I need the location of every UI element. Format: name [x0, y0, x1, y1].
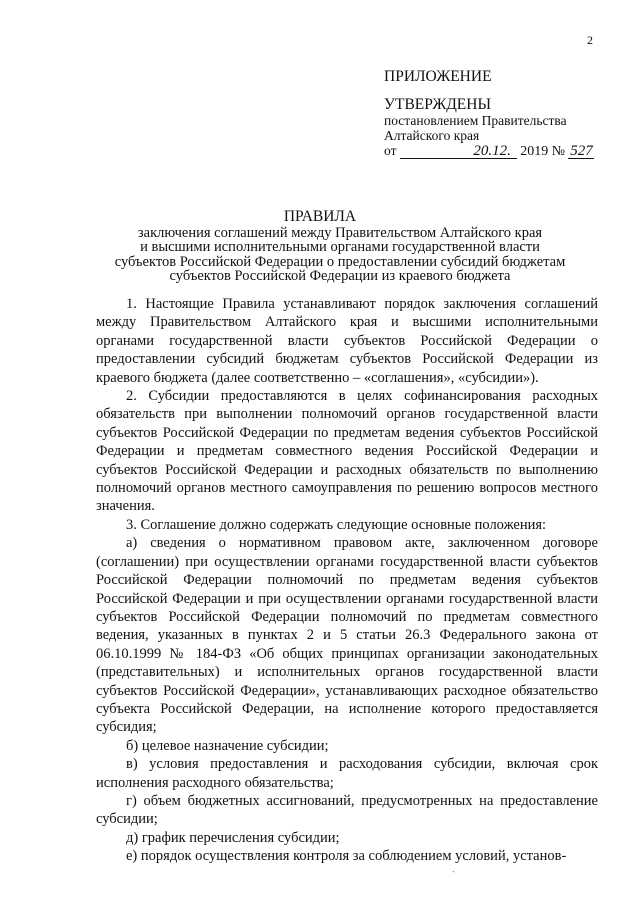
paragraph-1: 1. Настоящие Правила устанавливают порядок заключения соглашений между Правительством Алтайского края и высшими исполнительными органами государственной власти субъектов Российской Федерации о предоставлении субсидий бюджетам субъектов Российской Федерации из краевого бюджета (далее соответственно – «соглашения», «субсидии»). — [96, 296, 598, 386]
from-label: от — [384, 143, 397, 158]
clause-v: в) условия предоставления и расходования субсидии, включая срок исполнения расходного обязательства; — [96, 756, 598, 791]
paragraph-3: 3. Соглашение должно содержать следующие основные положения: — [126, 516, 547, 533]
stray-mark: ˏ — [452, 862, 456, 873]
subtitle-line: и высшими исполнительными органами государственной власти — [140, 239, 540, 256]
document-subtitle — [100, 226, 580, 284]
clause-g: г) объем бюджетных ассигнований, предусмотренных на предоставление субсидии; — [96, 792, 598, 828]
subtitle-line: субъектов Российской Федерации из краевого бюджета — [169, 268, 511, 285]
approval-date-line — [384, 143, 624, 159]
clause-d: д) график перечисления субсидии; — [126, 829, 340, 846]
document-body — [96, 295, 598, 866]
approval-number: 527 — [570, 143, 593, 159]
approval-year: 2019 № — [520, 144, 566, 159]
paragraph-2: 2. Субсидии предоставляются в целях софинансирования расходных обязательств при выполнении полномочий органов государственной власти субъектов Российской Федерации по предметам ведения субъектов Российской Федерации и предметам совместного ведения Российской Федерации и субъектов Российской Федерации и расходных обязательств по выполнению полномочий органов местного самоуправления по решению вопросов местного значения. — [96, 388, 598, 515]
approval-line-1: постановлением Правительства — [384, 113, 567, 128]
approval-line-2: Алтайского края — [384, 128, 480, 143]
clause-a: а) сведения о нормативном правовом акте, заключенном договоре (соглашении) при осуществлении органами государственной власти субъектов Российской Федерации полномочий по предметам ведения субъектов Российской Федерации и при осуществлении органами государственной власти субъектов Российской Федерации полномочий по предметам совместного ведения, указанных в пунктах 2 и 5 статьи 26.3 Федерального закона от 06.10.1999 № 184-ФЗ «Об общих принципах организации законодательных (представительных) и исполнительных органов государственной власти субъектов Российской Федерации», устанавливающих расходное обязательство субъекта Российской Федерации, на исполнение которого предоставляется субсидия; — [96, 535, 598, 736]
appendix-heading: ПРИЛОЖЕНИЕ — [384, 68, 492, 85]
approved-heading: УТВЕРЖДЕНЫ — [384, 96, 491, 113]
approval-block — [384, 68, 624, 159]
clause-b: б) целевое назначение субсидии; — [126, 737, 329, 754]
page-number: 2 — [587, 33, 593, 47]
subtitle-line: субъектов Российской Федерации о предоставлении субсидий бюджетам — [114, 253, 566, 270]
approval-date: 20.12. — [400, 145, 517, 159]
subtitle-line: заключения соглашений между Правительством Алтайского края — [137, 225, 543, 241]
clause-e: е) порядок осуществления контроля за соблюдением условий, установ- — [126, 848, 567, 865]
document-title: ПРАВИЛА — [283, 208, 357, 225]
